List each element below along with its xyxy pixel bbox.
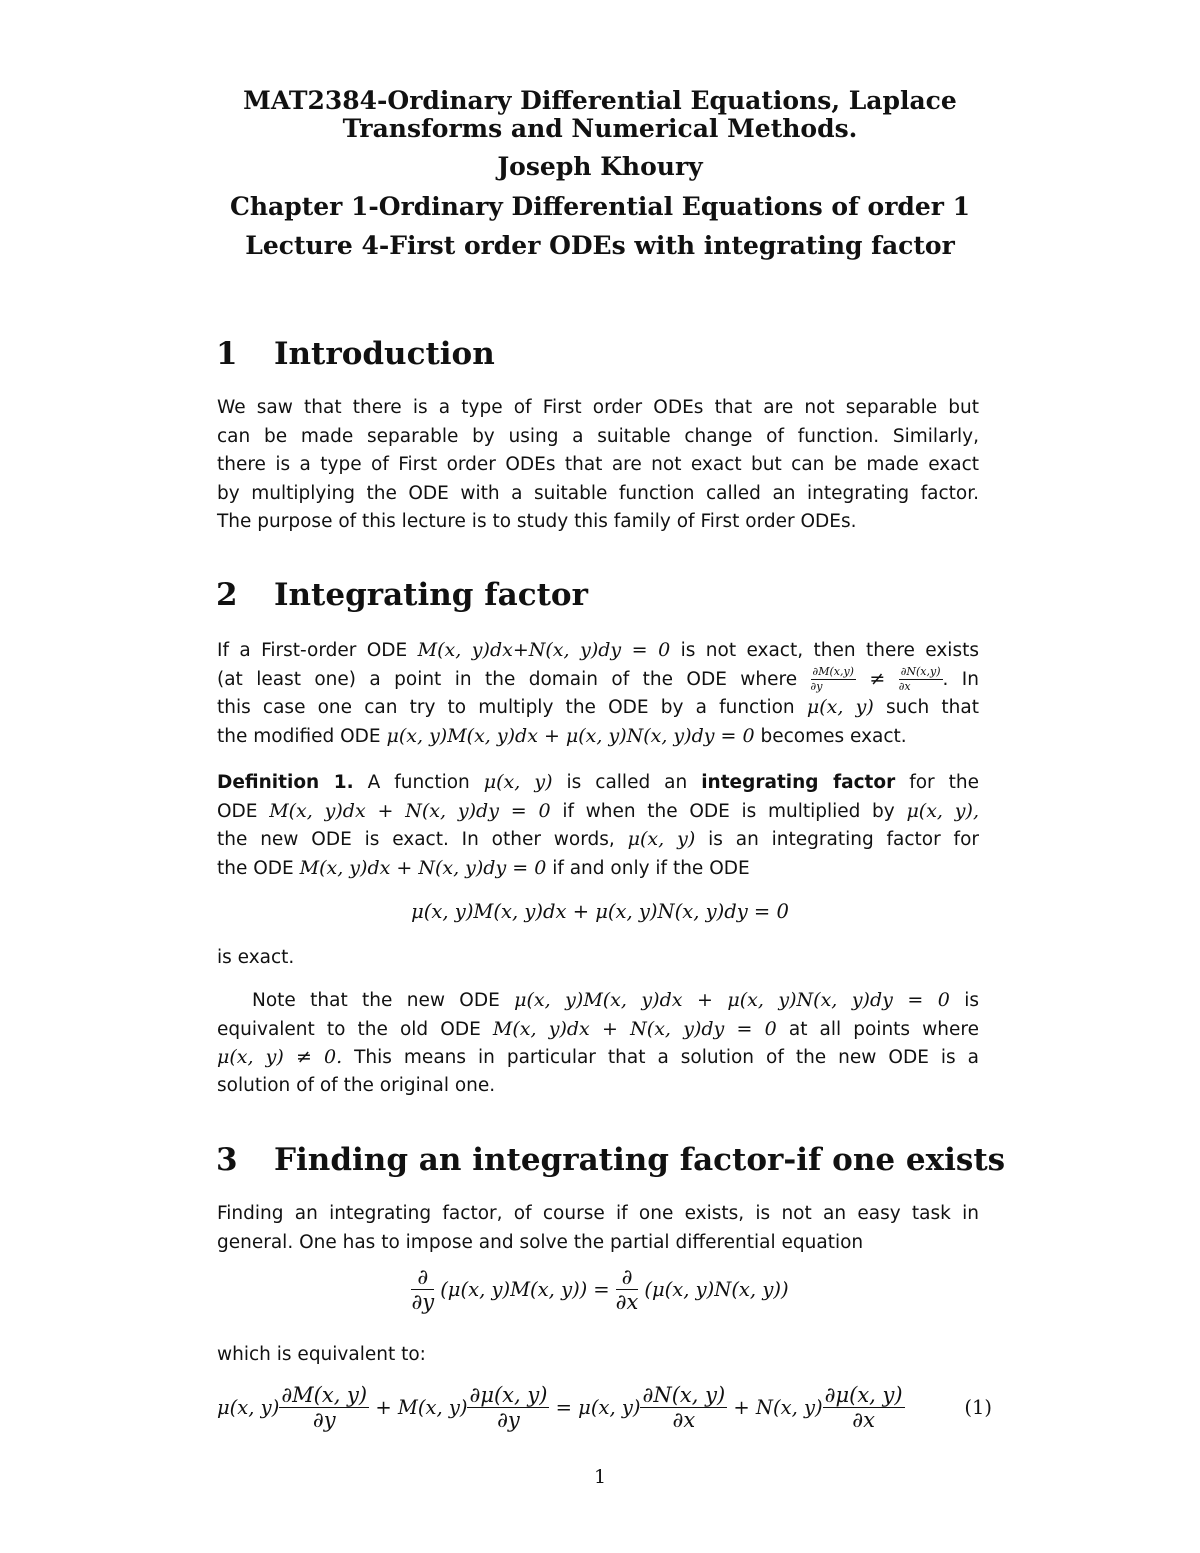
mu-symbol: μ(x, y) [806,696,874,718]
pde-right-side: (μ(x, y)N(x, y)) [644,1278,789,1302]
note-paragraph [217,986,979,1100]
text-line: μ(x, y) ≠ 0. This means in particular that a solution of the new ODE is a [217,1046,979,1068]
text-line: ODE M(x, y)dx + N(x, y)dy = 0 if when the ODE is multiplied by μ(x, y), [217,799,979,822]
partial-mu-over-partial-x: $\frac{\partial\mu(x, y)}{\partial x}$ [824,1383,903,1433]
partial-n-partial-x-fraction: $\frac{\partial N(x,y)}{\partial x}$ [898,665,941,693]
text-line: by multiplying the ODE with a suitable function called an integrating factor. [217,482,979,504]
equation-number: (1) [964,1396,992,1420]
display-equation-modified-ode: μ(x, y)M(x, y)dx + μ(x, y)N(x, y)dy = 0 [411,900,789,923]
text-line: the modified ODE μ(x, y)M(x, y)dx + μ(x, y)N(x, y)dy = 0 becomes exact. [217,724,907,747]
definition-block [217,768,979,882]
page-number: 1 [593,1466,607,1488]
section-number: 2 [216,577,238,613]
section-number: 3 [216,1142,238,1178]
text-line: the new ODE is exact. In other words, μ(x, y) is an integrating factor for [217,828,979,850]
partial-n-over-partial-x: $\frac{\partial N(x, y)}{\partial x}$ [642,1383,726,1433]
finding-paragraph [217,1200,979,1257]
text-line: (at least one) a point in the domain of the ODE where $\frac{\partial M(x,y)}{\partial y}$ ≠ $\frac{\partial N(x,y)}{\partial x}$ . In [217,665,979,693]
integrating-factor-paragraph [217,636,979,750]
modified-ode-formula: μ(x, y)M(x, y)dx + μ(x, y)N(x, y)dy = 0 [386,724,755,747]
text-line: We saw that there is a type of First order ODEs that are not separable but [217,397,979,418]
pde-left-side: (μ(x, y)M(x, y)) [440,1278,588,1302]
text-line: solution of of the original one. [217,1074,496,1096]
text-line: is exact. [217,947,295,968]
section-heading-introduction [216,336,495,372]
text-line: Note that the new ODE μ(x, y)M(x, y)dx + μ(x, y)N(x, y)dy = 0 is [252,989,979,1011]
ode-formula: M(x, y)dx+N(x, y)dy = 0 [417,639,671,661]
text-line: which is equivalent to: [217,1344,426,1365]
partial-m-over-partial-y: $\frac{\partial M(x, y)}{\partial y}$ [281,1383,368,1433]
text-line: can be made separable by using a suitable change of function. Similarly, [217,425,979,447]
text-line: there is a type of First order ODEs that are not exact but can be made exact [217,454,979,475]
partial-x-operator: $\frac{\partial}{\partial x}$ [615,1265,639,1315]
partial-y-operator: $\frac{\partial}{\partial y}$ [411,1265,435,1315]
equals-sign: = [593,1278,610,1302]
display-equation-pde [0,1266,1200,1313]
section-number: 1 [216,336,238,372]
equation-1: μ(x, y) $\frac{\partial M(x, y)}{\partial y}$ + M(x, y) $\frac{\partial\mu(x, y)}{\partial y}$ = μ(x, y) $\frac{\partial N(x, y)}{\partial x}$ + N(x, y) $\frac{\partial\mu(x, y)}{\partial x}$ (1) [217,1383,992,1433]
text-line: Finding an integrating factor, of course if one exists, is not an easy task in [217,1203,979,1224]
course-title-line-1: MAT2384-Ordinary Differential Equations, Laplace [243,86,957,115]
definition-term: integrating factor [701,772,896,793]
text-line: The purpose of this lecture is to study this family of First order ODEs. [217,511,857,532]
partial-mu-over-partial-y: $\frac{\partial\mu(x, y)}{\partial y}$ [469,1383,548,1433]
not-equal-sign: ≠ [869,667,886,690]
chapter-title: Chapter 1-Ordinary Differential Equations of order 1 [229,192,971,221]
section-heading-finding-integrating-factor [216,1142,1005,1178]
definition-label: Definition 1. [217,772,354,793]
text-line: general. One has to impose and solve the partial differential equation [217,1231,864,1253]
lecture-title: Lecture 4-First order ODEs with integrating factor [245,231,955,260]
section-title: Introduction [274,336,495,372]
introduction-paragraph [217,394,979,537]
text-line: equivalent to the old ODE M(x, y)dx + N(x, y)dy = 0 at all points where [217,1017,979,1040]
section-heading-integrating-factor [216,577,588,613]
is-exact-line [217,944,979,973]
author-name: Joseph Khoury [497,152,703,181]
text-line: Definition 1. A function μ(x, y) is called an integrating factor for the [217,771,979,793]
partial-m-partial-y-fraction: $\frac{\partial M(x,y)}{\partial y}$ [810,665,854,693]
text-line: If a First-order ODE M(x, y)dx+N(x, y)dy = 0 is not exact, then there exists [217,639,979,661]
text-line: the ODE M(x, y)dx + N(x, y)dy = 0 if and only if the ODE [217,856,750,879]
section-title: Finding an integrating factor-if one exists [274,1142,1006,1178]
equivalent-line [217,1341,979,1370]
text-line: this case one can try to multiply the ODE by a function μ(x, y) such that [217,696,979,718]
section-title: Integrating factor [274,577,588,613]
course-title-line-2: Transforms and Numerical Methods. [342,114,858,143]
